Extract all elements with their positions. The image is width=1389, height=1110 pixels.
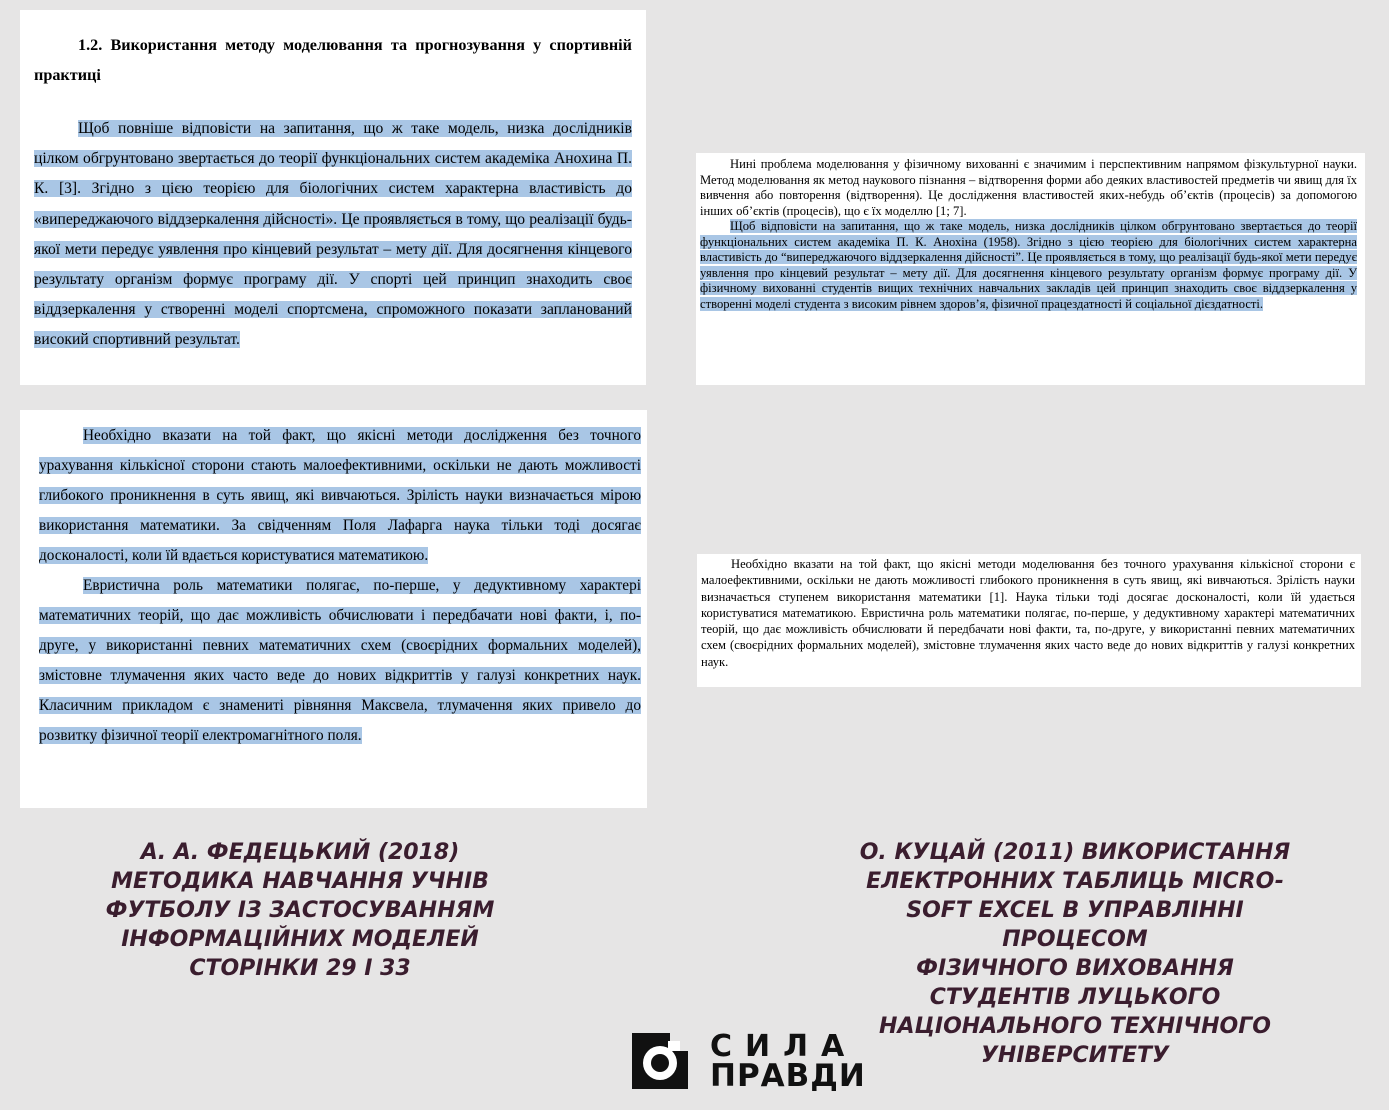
excerpt-paragraph: Необхідно вказати на той факт, що якісні методи моделювання без точного урахування кількісної сторони є малоефективними, оскільки не дають можливості глибокого проникнення в суть явищ, які вивчаються. Зрілість науки визначається ступенем використання математики [1]. Наука тільки тоді досягає досконалості, коли їй удається користуватися математикою. Евристична роль математики полягає, по-перше, у дедуктивному характері математичних теорій, що дає можливість обчислювати й передбачати нові факти, та, по-друге, у використанні певних математичних схем (своєрідних формальних моделей), змістовне тлумачення яких часто веде до нових відкриттів у галузі конкретних наук. bbox=[701, 557, 1355, 669]
excerpt-paragraph bbox=[700, 219, 1357, 312]
section-heading: 1.2. Використання методу моделювання та прогнозування у спортивній практиці bbox=[34, 36, 632, 84]
caption-kutsai: О. КУЦАЙ (2011) ВИКОРИСТАННЯ ЕЛЕКТРОННИХ ТАБЛИЦЬ MICRO- SOFT EXCEL В УПРАВЛІННІ ПРОЦЕСОМ ФІЗИЧНОГО ВИХОВАННЯ СТУДЕНТІВ ЛУЦЬКОГО НАЦІОНАЛЬНОГО ТЕХНІЧНОГО УНІВЕРСИТЕТУ bbox=[859, 840, 1291, 1068]
excerpt-paragraph bbox=[34, 114, 632, 356]
source-excerpt-kutsai-2 bbox=[697, 554, 1361, 687]
logo-word-pravdy: ПРАВДИ bbox=[710, 1058, 866, 1094]
logo-mark-icon bbox=[632, 1033, 688, 1089]
caption-fedetskyi: А. А. ФЕДЕЦЬКИЙ (2018) МЕТОДИКА НАВЧАННЯ УЧНІВ ФУТБОЛУ ІЗ ЗАСТОСУВАННЯМ ІНФОРМАЦІЙНИХ МОДЕЛЕЙ СТОРІНКИ 29 І 33 bbox=[105, 840, 495, 981]
highlighted-text: Необхідно вказати на той факт, що якісні методи дослідження без точного урахування кількісної сторони стають малоефективними, оскільки не дають можливості глибокого проникнення в суть явищ, які вивчаються. Зрілість науки визначається мірою використання математики. За свідченням Поля Лафарга наука тільки тоді досягає досконалості, коли їй вдається користуватися математикою. bbox=[39, 427, 641, 564]
highlighted-text: Евристична роль математики полягає, по-перше, у дедуктивному характері математичних теорій, що дає можливість обчислювати і передбачати нові факти, і, по-друге, у використанні певних математичних схем (своєрідних формальних моделей), змістовне тлумачення яких часто веде до нових відкриттів у галузі конкретних наук. Класичним прикладом є знамениті рівняння Максвела, тлумачення яких привело до розвитку фізичної теорії електромагнітного поля. bbox=[39, 577, 641, 744]
highlighted-text: Щоб відповісти на запитання, що ж таке модель, низка дослідників цілком обгрунтовано звертається до теорії функціональних систем академіка П. К. Анохіна (1958). Згідно з цією теорією для біологічних систем характерна властивість до “випереджаючого віддзеркалення дійсності”. Це проявляється в тому, що реалізації будь-якої мети передує уявлення про кінцевий результат – мету дії. Для досягнення кінцевого результату організм формує програму дії. У фізичному вихованні студентів вищих технічних навчальних закладів цей принцип знаходить своє віддзеркалення у створенні моделі студента з високим рівнем здоров’я, фізичної працездатності й соціальної дієздатності. bbox=[700, 219, 1357, 311]
source-excerpt-fedetskyi-page29 bbox=[20, 10, 646, 385]
excerpt-paragraph bbox=[39, 571, 641, 751]
source-excerpt-kutsai-1 bbox=[696, 153, 1365, 385]
highlighted-text: Щоб повніше відповісти на запитання, що ж таке модель, низка дослідників цілком обгрунтовано звертається до теорії функціональних систем академіка Анохина П. К. [3]. Згідно з цією теорією для біологічних систем характерна властивість до «випереджаючого віддзеркалення дійсності». Це проявляється в тому, що реалізації будь-якої мети передує уявлення про кінцевий результат – мету дії. Для досягнення кінцевого результату організм формує програму дії. У спорті цей принцип знаходить своє віддзеркалення у створенні моделі спортсмена, спроможного показати запланований високий спортивний результат. bbox=[34, 120, 632, 349]
excerpt-paragraph bbox=[39, 421, 641, 571]
sila-pravdy-logo bbox=[632, 1029, 866, 1094]
logo-word-sila: СИЛА bbox=[710, 1029, 858, 1064]
source-excerpt-fedetskyi-page33 bbox=[20, 410, 647, 808]
excerpt-paragraph: Нині проблема моделювання у фізичному вихованні є значимим і перспективним напрямом фізкультурної науки. Метод моделювання як метод наукового пізнання – відтворення форми або деяких властивостей предметів чи явищ для їх вивчення або повторення (відтворення). Це дослідження властивостей яких-небудь об’єктів (процесів) за допомогою інших об’єктів (процесів), що є їх моделлю [1; 7]. bbox=[700, 157, 1357, 218]
